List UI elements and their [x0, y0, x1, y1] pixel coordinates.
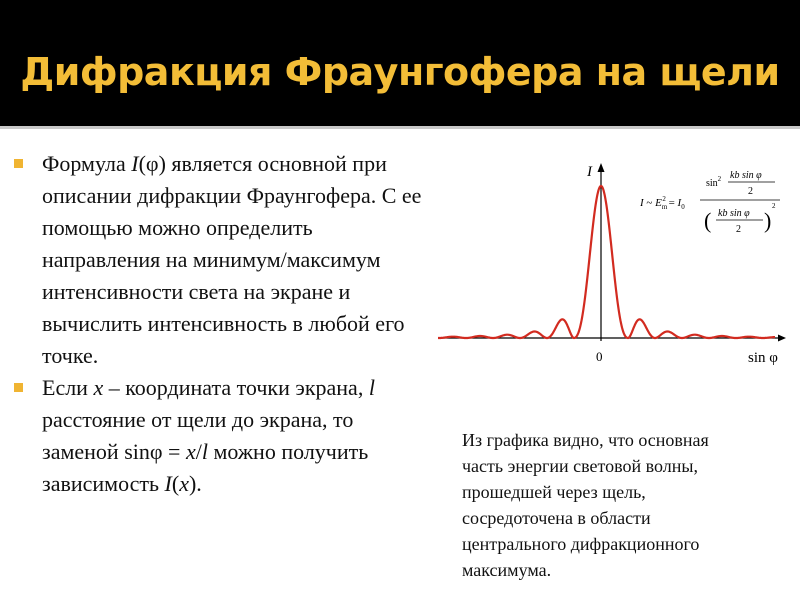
- bullet-text: (: [171, 471, 180, 496]
- math-symbol: l: [201, 439, 208, 464]
- formula-num-frac-bot: 2: [748, 186, 753, 197]
- bullet-square-icon: [14, 383, 23, 392]
- bullet-list: [12, 148, 432, 500]
- bullet-item-substitution: [12, 372, 432, 500]
- bullet-square-icon: [14, 159, 23, 168]
- title-divider: [0, 126, 800, 129]
- diffraction-chart: [430, 148, 800, 378]
- bullet-text: Формула: [42, 151, 132, 176]
- math-symbol: l: [368, 375, 375, 400]
- bullet-text: ).: [188, 471, 202, 496]
- bullet-text: Если: [42, 375, 94, 400]
- bullet-text: – координата точки экрана,: [103, 375, 369, 400]
- formula-numerator: $\sin^2$: [706, 175, 722, 189]
- title-bar: [0, 0, 800, 126]
- slide-title: Дифракция Фраунгофера на щели: [20, 50, 780, 94]
- formula-right-paren: ): [764, 208, 772, 233]
- formula-num-frac-top: kb sin φ: [730, 170, 762, 181]
- x-axis-arrow-icon: [778, 335, 786, 342]
- bullet-text: /: [195, 439, 202, 464]
- bullet-text: можно получить зависимость: [42, 439, 369, 496]
- conclusion-note: Из графика видно, что основная часть энергии световой волны, прошедшей через щель, сосредоточена в области центрального дифракционного максимума.: [462, 430, 709, 580]
- math-symbol: x: [185, 439, 196, 464]
- formula-left-paren: (: [704, 208, 712, 233]
- y-axis-arrow-icon: [598, 163, 605, 172]
- bullet-text: расстояние от щели до экрана, то заменой sinφ =: [42, 407, 354, 464]
- y-axis-label: I: [587, 164, 592, 180]
- math-symbol: I: [131, 151, 139, 176]
- x-axis-label: sin φ: [748, 350, 778, 366]
- bullet-item-formula: [12, 148, 432, 372]
- formula-lhs: I ~ $E_m2 = I_0$: [640, 195, 685, 211]
- bullet-text: (φ) является основной при описании дифракции Фраунгофера. С ее помощью можно определить направления на минимум/максимум интенсивности света на экране и вычислить интенсивность в любой его точке.: [42, 151, 422, 368]
- origin-label: 0: [596, 349, 603, 364]
- formula-den-frac-bot: 2: [736, 224, 741, 235]
- math-symbol: x: [93, 375, 104, 400]
- formula-den-frac-top: kb sin φ: [718, 208, 750, 219]
- intensity-formula: [639, 170, 780, 235]
- chart-svg: [430, 148, 800, 378]
- math-symbol: x: [179, 471, 189, 496]
- math-symbol: I: [164, 471, 172, 496]
- formula-den-sup: 2: [772, 202, 776, 210]
